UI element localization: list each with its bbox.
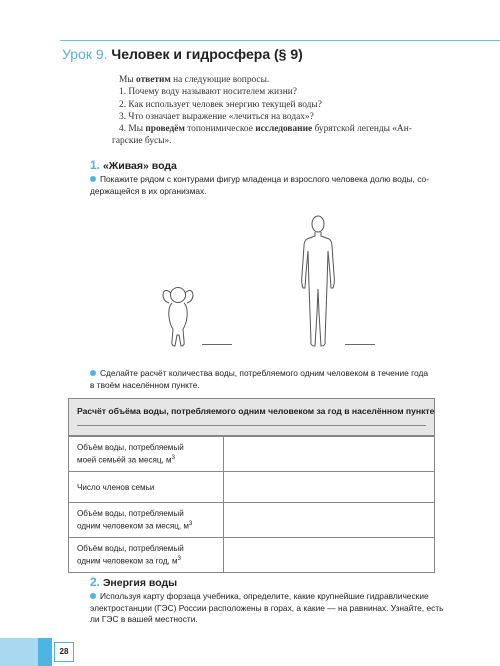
header-rule	[60, 40, 500, 41]
bullet-icon	[90, 176, 96, 182]
table-row-label: Число членов семьи	[69, 472, 224, 502]
table-row	[69, 502, 434, 537]
page-number: 28	[54, 642, 74, 662]
section-2-heading	[90, 575, 177, 589]
bullet-icon	[90, 370, 96, 376]
footer-stripe-dark	[38, 638, 52, 666]
table-header	[69, 399, 434, 436]
footer-stripe-light	[0, 638, 38, 666]
intro-question-3: 3. Что означает выражение «лечиться на водах»?	[119, 111, 314, 122]
table-row-value[interactable]	[224, 538, 434, 572]
water-calculation-table	[68, 398, 435, 573]
lesson-name: Человек и гидросфера (§ 9)	[111, 46, 303, 62]
table-title: Расчёт объёма воды, потребляемого одним человеком за год в населённом пункте	[77, 406, 435, 416]
intro-question-4: 4. Мы проведём топонимическое исследование бурятской легенды «Ан-	[119, 124, 412, 135]
section-1-number: 1.	[90, 158, 101, 172]
table-row	[69, 436, 434, 471]
bullet-icon	[90, 593, 96, 599]
intro-question-4-cont: гарские бусы».	[112, 136, 172, 147]
section-2-title: Энергия воды	[102, 577, 178, 589]
table-row-value[interactable]	[224, 437, 434, 471]
table-row-label: Объём воды, потребляемый одним человеком за год, $м^3$	[69, 538, 224, 572]
adult-answer-line[interactable]	[345, 344, 375, 345]
table-row	[69, 537, 434, 572]
section-2-number: 2.	[90, 575, 101, 589]
section-2-task: Используя карту форзаца учебника, определите, какие крупнейшие гидравлические электростанции (ГЭС) России расположены в горах, а какие — на равнинах. Узнайте, есть ли ГЭС в вашей местности.	[90, 591, 444, 625]
lesson-number: Урок 9.	[62, 46, 108, 62]
intro-block	[112, 74, 470, 148]
section-1-task: Покажите рядом с контурами фигур младенца и взрослого человека долю воды, со- держащейся в их организмах.	[90, 174, 429, 196]
lesson-title	[62, 46, 303, 62]
intro-line: Мы ответим на следующие вопросы.	[119, 75, 270, 85]
table-header-line	[77, 425, 426, 426]
intro-question-1: 1. Почему воду называют носителем жизни?	[119, 87, 297, 98]
table-row	[69, 471, 434, 502]
table-row-value[interactable]	[224, 503, 434, 537]
table-row-label: Объём воды, потребляемый моей семьёй за месяц, $м^3$	[69, 437, 224, 471]
adult-outline-icon	[297, 213, 339, 349]
intro-question-2: 2. Как использует человек энергию текущей воды?	[119, 99, 322, 110]
section-1-title: «Живая» вода	[102, 160, 177, 172]
baby-answer-line[interactable]	[202, 344, 232, 345]
task-2: Сделайте расчёт количества воды, потребляемого одним человеком в течение года в твоём населённом пункте.	[90, 368, 428, 390]
baby-outline-icon	[158, 283, 198, 349]
table-row-label: Объём воды, потребляемый одним человеком за месяц, $м^3$	[69, 503, 224, 537]
table-row-value[interactable]	[224, 472, 434, 502]
section-1-heading	[90, 158, 177, 172]
